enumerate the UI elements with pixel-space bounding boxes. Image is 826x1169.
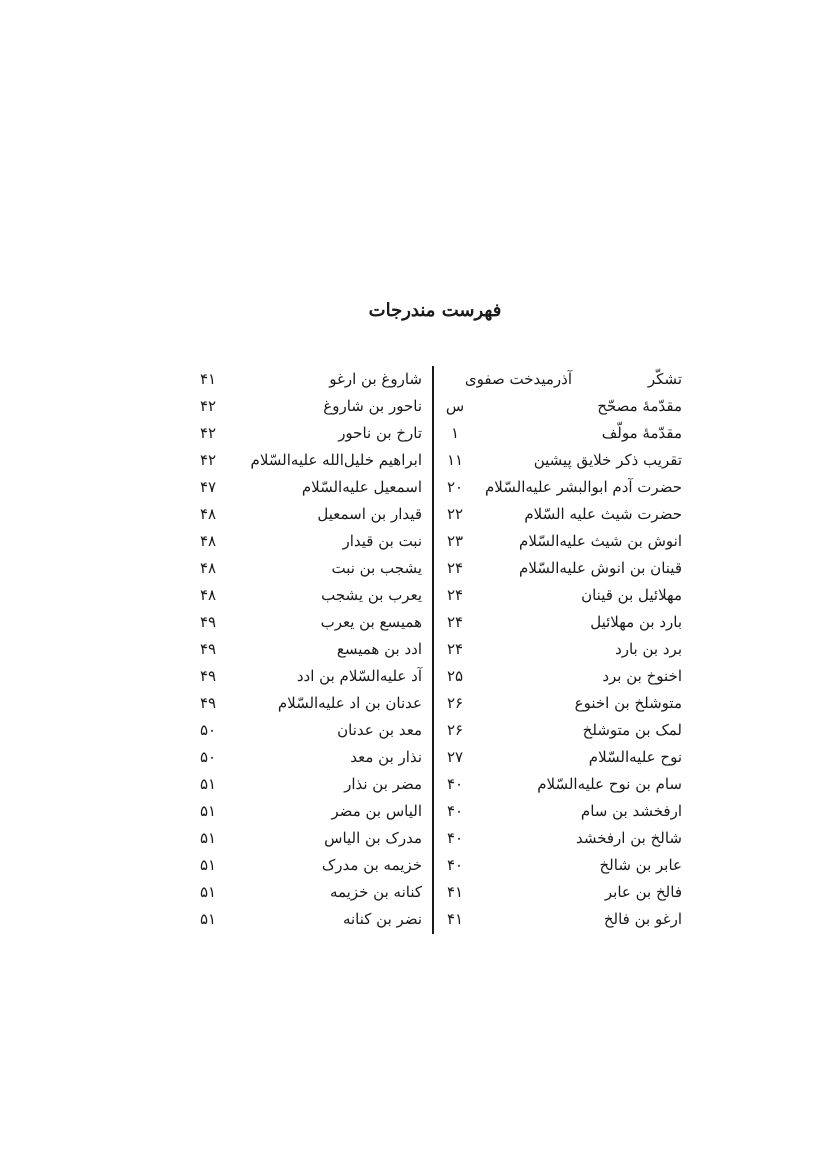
toc-entry [440,825,690,852]
toc-entry-page-number: ۴۷ [199,478,217,496]
toc-entry-title: متوشلخ بن اخنوع [574,694,682,712]
toc-entry-page-number: ۴۲ [199,424,217,442]
toc-entry-page-number: ۲۳ [446,532,464,550]
toc-entry-page-number: ۴۸ [199,586,217,604]
toc-entry [190,609,430,636]
toc-entry-title: حضرت آدم ابوالبشر علیه‌السّلام [485,478,682,496]
toc-entry [190,879,430,906]
toc-entry [440,798,690,825]
toc-entry [440,852,690,879]
toc-entry-title: نذار بن معد [350,748,422,766]
toc-entry-page-number: ۴۰ [446,856,464,874]
toc-entry [440,879,690,906]
toc-entry-title: بارد بن مهلائیل [590,613,682,631]
toc-entry-author: آذرمیدخت صفوی [464,370,572,388]
toc-entry [190,690,430,717]
toc-entry [440,663,690,690]
toc-entry-page-number: ۴۱ [446,910,464,928]
toc-entry-title: یشجب بن نبت [331,559,422,577]
toc-entry-title: یعرب بن یشجب [321,586,422,604]
toc-entry [440,501,690,528]
toc-entry [190,771,430,798]
column-divider [432,366,434,934]
toc-entry-page-number: ۴۸ [199,559,217,577]
toc-entry-page-number: ۱۱ [446,451,464,469]
toc-entry [440,393,690,420]
toc-entry [190,528,430,555]
toc-entry [190,501,430,528]
toc-entry-title: تارخ بن ناحور [338,424,422,442]
toc-entry-page-number: ۴۹ [199,640,217,658]
toc-entry [190,717,430,744]
toc-entry-title: همیسع بن یعرب [320,613,422,631]
toc-entry-title: اخنوخ بن برد [602,667,682,685]
toc-entry-page-number: ۵۱ [199,910,217,928]
toc-entry-title: مقدّمۀ مصحّح [597,397,682,415]
toc-entry [440,582,690,609]
toc-entry-title: قیدار بن اسمعیل [317,505,422,523]
toc-entry-page-number: ۵۱ [199,829,217,847]
toc-entry-page-number: ۲۵ [446,667,464,685]
toc-entry-page-number: ۲۴ [446,559,464,577]
toc-entry [440,555,690,582]
toc-entry-page-number: ۵۱ [199,856,217,874]
toc-entry-title: خزیمه بن مدرک [321,856,422,874]
toc-entry [190,852,430,879]
toc-entry [190,663,430,690]
toc-entry-page-number: ۴۸ [199,532,217,550]
toc-entry-title: نضر بن کنانه [342,910,422,928]
toc-entry [190,555,430,582]
toc-entry-title: معد بن عدنان [337,721,422,739]
toc-entry-title: ارفخشد بن سام [580,802,682,820]
toc-right-column [440,366,690,933]
toc-entry-title: لمک بن متوشلخ [582,721,682,739]
toc-entry [190,582,430,609]
toc-entry [190,366,430,393]
toc-entry-title: تشکّر [647,370,682,388]
toc-entry-page-number: س [445,397,465,415]
toc-entry-title: ناحور بن شاروغ [323,397,422,415]
toc-entry-page-number: ۲۲ [446,505,464,523]
toc-entry [440,366,690,393]
toc-entry-title: شالخ بن ارفخشد [575,829,682,847]
toc-entry-page-number: ۵۰ [199,748,217,766]
toc-entry-page-number: ۱ [450,424,460,442]
toc-entry-title: سام بن نوح علیه‌السّلام [537,775,682,793]
toc-entry [440,717,690,744]
toc-entry [190,906,430,933]
toc-entry-page-number: ۴۸ [199,505,217,523]
toc-entry-page-number: ۴۱ [199,370,217,388]
toc-left-column [190,366,430,933]
toc-entry [190,798,430,825]
toc-entry-page-number: ۴۰ [446,775,464,793]
toc-entry-title: مقدّمۀ مولّف [601,424,682,442]
toc-entry-title: مضر بن نذار [344,775,422,793]
toc-entry-page-number: ۲۶ [446,694,464,712]
toc-entry-page-number: ۵۱ [199,775,217,793]
toc-entry-page-number: ۴۰ [446,829,464,847]
toc-entry-title: الیاس بن مضر [331,802,422,820]
toc-entry-page-number: ۵۰ [199,721,217,739]
toc-entry-title: کنانه بن خزیمه [329,883,422,901]
toc-entry [440,690,690,717]
toc-entry-title: اسمعیل علیه‌السّلام [301,478,422,496]
toc-entry-title: برد بن بارد [615,640,682,658]
toc-entry-title: انوش بن شیث علیه‌السّلام [519,532,682,550]
toc-entry-page-number: ۵۱ [199,802,217,820]
toc-entry [190,393,430,420]
toc-entry-title: نبت بن قیدار [342,532,422,550]
toc-entry-page-number: ۲۰ [446,478,464,496]
toc-entry [190,636,430,663]
toc-entry-title: ابراهیم خلیل‌الله علیه‌السّلام [250,451,422,469]
toc-entry-page-number: ۲۶ [446,721,464,739]
toc-entry [440,744,690,771]
toc-entry-title: نوح علیه‌السّلام [588,748,682,766]
toc-entry-page-number: ۲۷ [446,748,464,766]
toc-entry-title: فالخ بن عابر [604,883,682,901]
toc-entry-page-number: ۲۴ [446,640,464,658]
toc-entry-title: مدرک بن الیاس [324,829,422,847]
toc-entry-page-number: ۴۹ [199,667,217,685]
toc-entry [440,609,690,636]
toc-entry-title: قینان بن انوش علیه‌السّلام [519,559,682,577]
toc-entry-page-number: ۴۱ [446,883,464,901]
toc-entry-title: ادد بن همیسع [336,640,422,658]
toc-entry-page-number: ۴۹ [199,613,217,631]
toc-entry-title: عابر بن شالخ [599,856,682,874]
toc-entry-page-number: ۴۲ [199,451,217,469]
toc-entry-page-number: ۲۴ [446,613,464,631]
toc-entry-page-number: ۴۹ [199,694,217,712]
toc-entry [440,636,690,663]
toc-entry [440,474,690,501]
toc-entry [190,744,430,771]
toc-entry-title: مهلائیل بن قینان [581,586,682,604]
page-title: فهرست مندرجات [368,300,502,321]
toc-entry [440,771,690,798]
toc-entry [190,474,430,501]
toc-entry [190,825,430,852]
toc-entry-title: آد علیه‌السّلام بن ادد [296,667,422,685]
toc-entry-page-number: ۴۰ [446,802,464,820]
toc-entry-title: عدنان بن اد علیه‌السّلام [277,694,422,712]
toc-entry-title: شاروغ بن ارغو [329,370,422,388]
toc-entry [440,447,690,474]
toc-entry [190,420,430,447]
toc-entry-title: حضرت شیث علیه السّلام [524,505,682,523]
toc-entry [440,906,690,933]
toc-entry [440,528,690,555]
toc-entry [440,420,690,447]
toc-entry-page-number: ۴۲ [199,397,217,415]
toc-entry-title: تقریب ذکر خلایق پیشین [533,451,682,469]
toc-entry [190,447,430,474]
toc-entry-title: ارغو بن فالخ [603,910,682,928]
toc-entry-page-number: ۲۴ [446,586,464,604]
toc-entry-page-number: ۵۱ [199,883,217,901]
